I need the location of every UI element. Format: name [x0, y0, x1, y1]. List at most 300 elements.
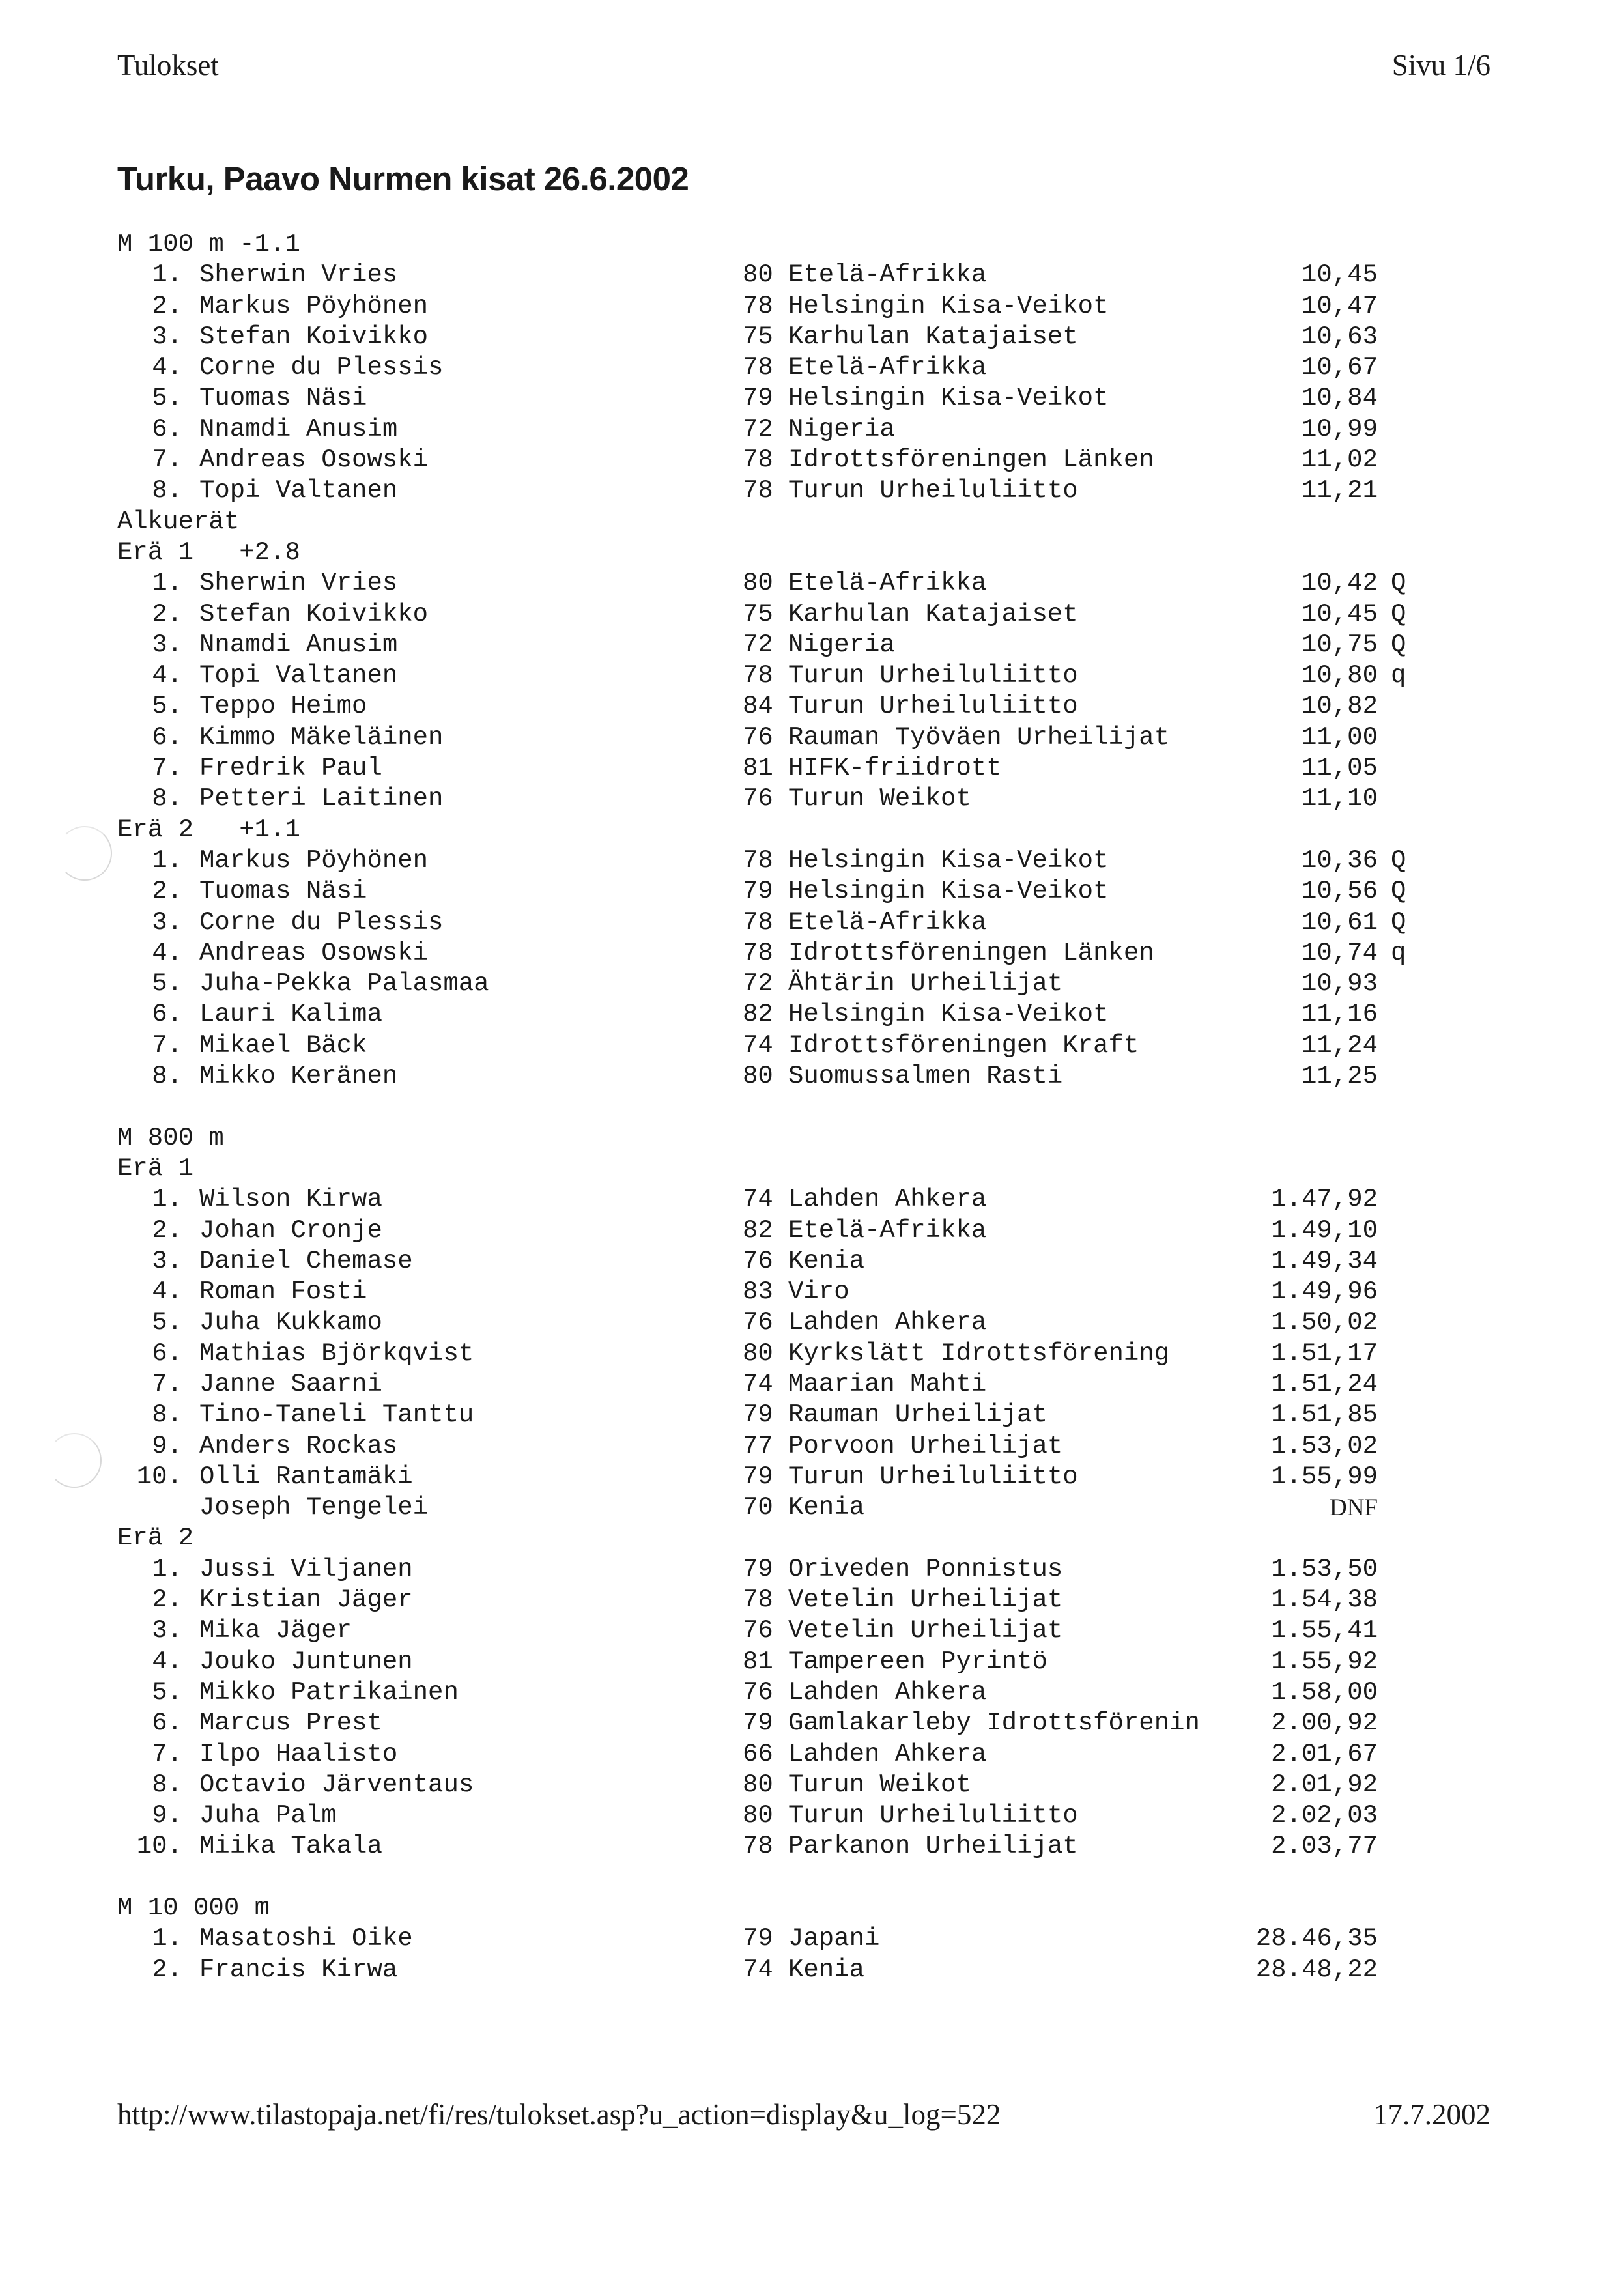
result-row [117, 999, 1420, 1030]
athlete-name: Tuomas Näsi [199, 877, 367, 906]
section-heading [117, 507, 1420, 537]
section-spacer [117, 1862, 1420, 1893]
club-name: Oriveden Ponnistus [788, 1554, 1063, 1584]
result-row [117, 938, 1420, 969]
result-place: 4. [152, 938, 182, 967]
athlete-name: Andreas Osowski [199, 938, 429, 967]
club-name: Lahden Ahkera [788, 1739, 987, 1769]
result-time: 1.49,34 [1271, 1246, 1378, 1275]
result-row [117, 322, 1420, 352]
club-name: Lahden Ahkera [788, 1185, 987, 1214]
athlete-name: Stefan Koivikko [199, 322, 429, 351]
heading-text: Erä 1 +2.8 [117, 537, 300, 567]
club-name: Karhulan Katajaiset [788, 599, 1078, 629]
club-name: Etelä-Afrikka [788, 261, 987, 290]
club-name: Helsingin Kisa-Veikot [788, 846, 1109, 875]
result-place: 6. [152, 414, 182, 444]
birth-year: 76 [743, 1616, 773, 1645]
result-place: 4. [152, 353, 182, 382]
athlete-name: Mikael Bäck [199, 1031, 367, 1060]
birth-year: 76 [743, 722, 773, 752]
result-time: 1.49,10 [1271, 1216, 1378, 1245]
club-name: Rauman Työväen Urheilijat [788, 722, 1170, 752]
athlete-name: Tino-Taneli Tanttu [199, 1401, 474, 1430]
result-time: 1.54,38 [1271, 1586, 1378, 1615]
result-time: 10,93 [1301, 969, 1378, 999]
section-heading [117, 1123, 1420, 1154]
club-name: Etelä-Afrikka [788, 569, 987, 598]
result-row [117, 1031, 1420, 1061]
club-name: HIFK-friidrott [788, 754, 1002, 783]
birth-year: 79 [743, 877, 773, 906]
club-name: Etelä-Afrikka [788, 1216, 987, 1245]
result-row [117, 784, 1420, 814]
club-name: Suomussalmen Rasti [788, 1062, 1063, 1091]
result-place: 1. [152, 1554, 182, 1584]
birth-year: 78 [743, 291, 773, 320]
result-place: 6. [152, 1000, 182, 1029]
club-name: Kenia [788, 1955, 865, 1984]
club-name: Helsingin Kisa-Veikot [788, 1000, 1109, 1029]
result-place: 3. [152, 907, 182, 937]
result-row [117, 1831, 1420, 1862]
club-name: Turun Weikot [788, 784, 971, 814]
section-heading [117, 229, 1420, 260]
result-place: 5. [152, 692, 182, 721]
result-place: 1. [152, 1924, 182, 1954]
birth-year: 74 [743, 1185, 773, 1214]
result-place: 1. [152, 846, 182, 875]
result-time: 10,67 [1301, 353, 1378, 382]
birth-year: 79 [743, 1924, 773, 1954]
club-name: Turun Urheiluliitto [788, 692, 1078, 721]
result-place: 7. [152, 1739, 182, 1769]
athlete-name: Mathias Björkqvist [199, 1339, 474, 1368]
athlete-name: Stefan Koivikko [199, 599, 429, 629]
club-name: Nigeria [788, 630, 895, 659]
athlete-name: Jouko Juntunen [199, 1647, 413, 1676]
result-time: 10,99 [1301, 414, 1378, 444]
birth-year: 79 [743, 1709, 773, 1738]
result-place: 4. [152, 1647, 182, 1676]
result-row [117, 691, 1420, 722]
birth-year: 70 [743, 1493, 773, 1522]
result-row [117, 1277, 1420, 1307]
birth-year: 75 [743, 599, 773, 629]
heading-text: M 10 000 m [117, 1894, 270, 1923]
athlete-name: Lauri Kalima [199, 1000, 382, 1029]
birth-year: 66 [743, 1739, 773, 1769]
result-place: 1. [152, 1185, 182, 1214]
result-place: 9. [152, 1801, 182, 1830]
result-time: 11,05 [1301, 754, 1378, 783]
result-row [117, 1739, 1420, 1770]
club-name: Kyrkslätt Idrottsförening [788, 1339, 1170, 1368]
result-row [117, 1400, 1420, 1430]
birth-year: 76 [743, 1677, 773, 1707]
result-place: 2. [152, 1955, 182, 1984]
qualification-mark: q [1391, 661, 1406, 690]
result-row [117, 1770, 1420, 1800]
club-name: Turun Urheiluliitto [788, 1462, 1078, 1491]
athlete-name: Markus Pöyhönen [199, 291, 429, 320]
athlete-name: Ilpo Haalisto [199, 1739, 398, 1769]
birth-year: 80 [743, 1339, 773, 1368]
result-time: 11,10 [1301, 784, 1378, 814]
club-name: Helsingin Kisa-Veikot [788, 384, 1109, 413]
birth-year: 80 [743, 1801, 773, 1830]
result-time: 10,42 [1301, 569, 1378, 598]
document-title: Turku, Paavo Nurmen kisat 26.6.2002 [117, 160, 689, 197]
footer-url: http://www.tilastopaja.net/fi/res/tulokset.asp?u_action=display&u_log=522 [117, 2098, 1001, 2131]
birth-year: 80 [743, 1770, 773, 1799]
result-row [117, 1647, 1420, 1677]
qualification-mark: Q [1391, 846, 1406, 875]
result-place: 6. [152, 1339, 182, 1368]
birth-year: 76 [743, 784, 773, 814]
result-place: 5. [152, 969, 182, 999]
result-row [117, 1585, 1420, 1615]
athlete-name: Sherwin Vries [199, 569, 398, 598]
result-time: 2.01,67 [1271, 1739, 1378, 1769]
birth-year: 84 [743, 692, 773, 721]
athlete-name: Nnamdi Anusim [199, 414, 398, 444]
athlete-name: Daniel Chemase [199, 1246, 413, 1275]
club-name: Idrottsföreningen Länken [788, 446, 1154, 475]
result-row [117, 1246, 1420, 1277]
result-row [117, 1492, 1420, 1523]
athlete-name: Mikko Keränen [199, 1062, 398, 1091]
club-name: Idrottsföreningen Länken [788, 938, 1154, 967]
result-place: 8. [152, 1770, 182, 1799]
athlete-name: Markus Pöyhönen [199, 846, 429, 875]
result-place: 10. [136, 1462, 182, 1491]
result-row [117, 1061, 1420, 1092]
result-place: 8. [152, 1401, 182, 1430]
club-name: Etelä-Afrikka [788, 907, 987, 937]
club-name: Tampereen Pyrintö [788, 1647, 1047, 1676]
birth-year: 78 [743, 446, 773, 475]
athlete-name: Sherwin Vries [199, 261, 398, 290]
result-place: 2. [152, 599, 182, 629]
result-row [117, 476, 1420, 506]
birth-year: 72 [743, 414, 773, 444]
result-time: 1.53,50 [1271, 1554, 1378, 1584]
result-place: 7. [152, 1031, 182, 1060]
athlete-name: Miika Takala [199, 1832, 382, 1861]
result-row [117, 1955, 1420, 1985]
birth-year: 81 [743, 1647, 773, 1676]
athlete-name: Masatoshi Oike [199, 1924, 413, 1954]
result-time: 1.58,00 [1271, 1677, 1378, 1707]
result-time: 1.55,92 [1271, 1647, 1378, 1676]
heading-text: Erä 1 [117, 1154, 194, 1183]
birth-year: 78 [743, 353, 773, 382]
birth-year: 81 [743, 754, 773, 783]
result-row [117, 1307, 1420, 1338]
result-row [117, 260, 1420, 291]
result-time: 1.51,85 [1271, 1401, 1378, 1430]
result-time: 10,45 [1301, 599, 1378, 629]
athlete-name: Octavio Järventaus [199, 1770, 474, 1799]
birth-year: 75 [743, 322, 773, 351]
result-time: 2.01,92 [1271, 1770, 1378, 1799]
birth-year: 76 [743, 1246, 773, 1275]
result-time: 2.02,03 [1271, 1801, 1378, 1830]
athlete-name: Topi Valtanen [199, 661, 398, 690]
club-name: Kenia [788, 1246, 865, 1275]
result-place: 3. [152, 1246, 182, 1275]
club-name: Vetelin Urheilijat [788, 1586, 1063, 1615]
athlete-name: Joseph Tengelei [199, 1493, 429, 1522]
athlete-name: Olli Rantamäki [199, 1462, 413, 1491]
section-heading [117, 1523, 1420, 1554]
athlete-name: Juha Kukkamo [199, 1308, 382, 1337]
result-row [117, 1216, 1420, 1246]
result-time: 1.47,92 [1271, 1185, 1378, 1214]
birth-year: 79 [743, 1462, 773, 1491]
qualification-mark: Q [1391, 907, 1406, 937]
result-time: 1.55,99 [1271, 1462, 1378, 1491]
result-time: DNF [1329, 1494, 1378, 1522]
result-place: 1. [152, 569, 182, 598]
result-row [117, 1339, 1420, 1369]
birth-year: 78 [743, 1586, 773, 1615]
result-place: 6. [152, 1709, 182, 1738]
birth-year: 78 [743, 846, 773, 875]
section-heading [117, 1893, 1420, 1924]
result-place: 6. [152, 722, 182, 752]
club-name: Parkanon Urheilijat [788, 1832, 1078, 1861]
result-row [117, 414, 1420, 445]
club-name: Rauman Urheilijat [788, 1401, 1047, 1430]
club-name: Turun Weikot [788, 1770, 971, 1799]
result-time: 10,47 [1301, 291, 1378, 320]
result-place: 7. [152, 1369, 182, 1399]
birth-year: 78 [743, 907, 773, 937]
birth-year: 83 [743, 1277, 773, 1307]
birth-year: 74 [743, 1369, 773, 1399]
result-row [117, 291, 1420, 322]
result-place: 7. [152, 446, 182, 475]
result-row [117, 969, 1420, 999]
result-row [117, 383, 1420, 414]
birth-year: 82 [743, 1216, 773, 1245]
result-row [117, 1184, 1420, 1215]
qualification-mark: Q [1391, 877, 1406, 906]
result-row [117, 1924, 1420, 1954]
result-row [117, 352, 1420, 383]
result-time: 10,84 [1301, 384, 1378, 413]
result-row [117, 1554, 1420, 1585]
result-time: 11,00 [1301, 722, 1378, 752]
result-row [117, 1369, 1420, 1400]
result-place: 9. [152, 1431, 182, 1460]
athlete-name: Kimmo Mäkeläinen [199, 722, 444, 752]
birth-year: 80 [743, 569, 773, 598]
club-name: Nigeria [788, 414, 895, 444]
athlete-name: Marcus Prest [199, 1709, 382, 1738]
qualification-mark: Q [1391, 630, 1406, 659]
club-name: Turun Urheiluliitto [788, 661, 1078, 690]
athlete-name: Jussi Viljanen [199, 1554, 413, 1584]
qualification-mark: Q [1391, 569, 1406, 598]
result-time: 11,25 [1301, 1062, 1378, 1091]
result-time: 10,56 [1301, 877, 1378, 906]
result-place: 4. [152, 1277, 182, 1307]
club-name: Porvoon Urheilijat [788, 1431, 1063, 1460]
result-place: 8. [152, 476, 182, 505]
result-time: 10,75 [1301, 630, 1378, 659]
heading-text: M 100 m -1.1 [117, 230, 300, 259]
athlete-name: Nnamdi Anusim [199, 630, 398, 659]
result-place: 5. [152, 1308, 182, 1337]
athlete-name: Petteri Laitinen [199, 784, 444, 814]
birth-year: 78 [743, 1832, 773, 1861]
heading-text: M 800 m [117, 1123, 224, 1152]
result-time: 11,02 [1301, 446, 1378, 475]
birth-year: 78 [743, 938, 773, 967]
result-row [117, 722, 1420, 753]
birth-year: 72 [743, 969, 773, 999]
result-place: 3. [152, 630, 182, 659]
result-row [117, 846, 1420, 876]
result-place: 5. [152, 1677, 182, 1707]
club-name: Turun Urheiluliitto [788, 476, 1078, 505]
result-time: 1.55,41 [1271, 1616, 1378, 1645]
athlete-name: Andreas Osowski [199, 446, 429, 475]
club-name: Gamlakarleby Idrottsförenin [788, 1709, 1200, 1738]
heading-text: Erä 2 +1.1 [117, 815, 300, 844]
result-row [117, 599, 1420, 630]
result-place: 3. [152, 1616, 182, 1645]
result-place: 10. [136, 1832, 182, 1861]
footer-date: 17.7.2002 [1373, 2098, 1490, 2131]
result-time: 1.53,02 [1271, 1431, 1378, 1460]
birth-year: 78 [743, 476, 773, 505]
result-time: 1.51,17 [1271, 1339, 1378, 1368]
section-heading [117, 537, 1420, 568]
athlete-name: Kristian Jäger [199, 1586, 413, 1615]
birth-year: 72 [743, 630, 773, 659]
result-time: 11,21 [1301, 476, 1378, 505]
club-name: Viro [788, 1277, 849, 1307]
result-place: 8. [152, 784, 182, 814]
birth-year: 74 [743, 1955, 773, 1984]
athlete-name: Janne Saarni [199, 1369, 382, 1399]
birth-year: 80 [743, 1062, 773, 1091]
section-spacer [117, 1092, 1420, 1122]
birth-year: 79 [743, 1554, 773, 1584]
page-number: Sivu 1/6 [1391, 49, 1490, 81]
punch-hole-mark [47, 1433, 102, 1488]
result-place: 8. [152, 1062, 182, 1091]
club-name: Maarian Mahti [788, 1369, 987, 1399]
result-row [117, 1615, 1420, 1646]
result-time: 11,24 [1301, 1031, 1378, 1060]
result-place: 4. [152, 661, 182, 690]
athlete-name: Mikko Patrikainen [199, 1677, 459, 1707]
result-time: 11,16 [1301, 1000, 1378, 1029]
birth-year: 80 [743, 261, 773, 290]
club-name: Japani [788, 1924, 880, 1954]
result-time: 10,36 [1301, 846, 1378, 875]
result-time: 10,80 [1301, 661, 1378, 690]
result-time: 2.03,77 [1271, 1832, 1378, 1861]
result-place: 2. [152, 1216, 182, 1245]
result-row [117, 1677, 1420, 1708]
result-place: 2. [152, 877, 182, 906]
result-row [117, 661, 1420, 691]
athlete-name: Mika Jäger [199, 1616, 352, 1645]
club-name: Ähtärin Urheilijat [788, 969, 1063, 999]
club-name: Lahden Ahkera [788, 1308, 987, 1337]
result-row [117, 1800, 1420, 1831]
athlete-name: Francis Kirwa [199, 1955, 398, 1984]
result-row [117, 445, 1420, 476]
athlete-name: Johan Cronje [199, 1216, 382, 1245]
result-time: 10,45 [1301, 261, 1378, 290]
result-row [117, 630, 1420, 661]
birth-year: 74 [743, 1031, 773, 1060]
result-row [117, 876, 1420, 907]
result-time: 1.51,24 [1271, 1369, 1378, 1399]
result-time: 10,61 [1301, 907, 1378, 937]
athlete-name: Juha Palm [199, 1801, 337, 1830]
result-time: 1.49,96 [1271, 1277, 1378, 1307]
athlete-name: Anders Rockas [199, 1431, 398, 1460]
section-heading [117, 1154, 1420, 1184]
birth-year: 79 [743, 1401, 773, 1430]
section-heading [117, 815, 1420, 846]
birth-year: 77 [743, 1431, 773, 1460]
athlete-name: Corne du Plessis [199, 907, 444, 937]
result-place: 2. [152, 1586, 182, 1615]
club-name: Etelä-Afrikka [788, 353, 987, 382]
result-row [117, 753, 1420, 784]
heading-text: Alkuerät [117, 507, 240, 536]
result-time: 28.46,35 [1255, 1924, 1378, 1954]
qualification-mark: q [1391, 938, 1406, 967]
result-time: 10,74 [1301, 938, 1378, 967]
birth-year: 79 [743, 384, 773, 413]
qualification-mark: Q [1391, 599, 1406, 629]
club-name: Vetelin Urheilijat [788, 1616, 1063, 1645]
club-name: Idrottsföreningen Kraft [788, 1031, 1139, 1060]
birth-year: 78 [743, 661, 773, 690]
club-name: Karhulan Katajaiset [788, 322, 1078, 351]
heading-text: Erä 2 [117, 1524, 194, 1553]
club-name: Turun Urheiluliitto [788, 1801, 1078, 1830]
athlete-name: Corne du Plessis [199, 353, 444, 382]
athlete-name: Juha-Pekka Palasmaa [199, 969, 489, 999]
result-row [117, 907, 1420, 938]
result-row [117, 1708, 1420, 1739]
result-place: 3. [152, 322, 182, 351]
result-row [117, 1462, 1420, 1492]
result-place: 7. [152, 754, 182, 783]
result-place: 2. [152, 291, 182, 320]
result-time: 10,82 [1301, 692, 1378, 721]
result-row [117, 568, 1420, 599]
club-name: Lahden Ahkera [788, 1677, 987, 1707]
birth-year: 76 [743, 1308, 773, 1337]
result-time: 1.50,02 [1271, 1308, 1378, 1337]
result-place: 5. [152, 384, 182, 413]
punch-hole-mark [57, 826, 112, 881]
result-time: 10,63 [1301, 322, 1378, 351]
page-header-title: Tulokset [117, 49, 219, 81]
